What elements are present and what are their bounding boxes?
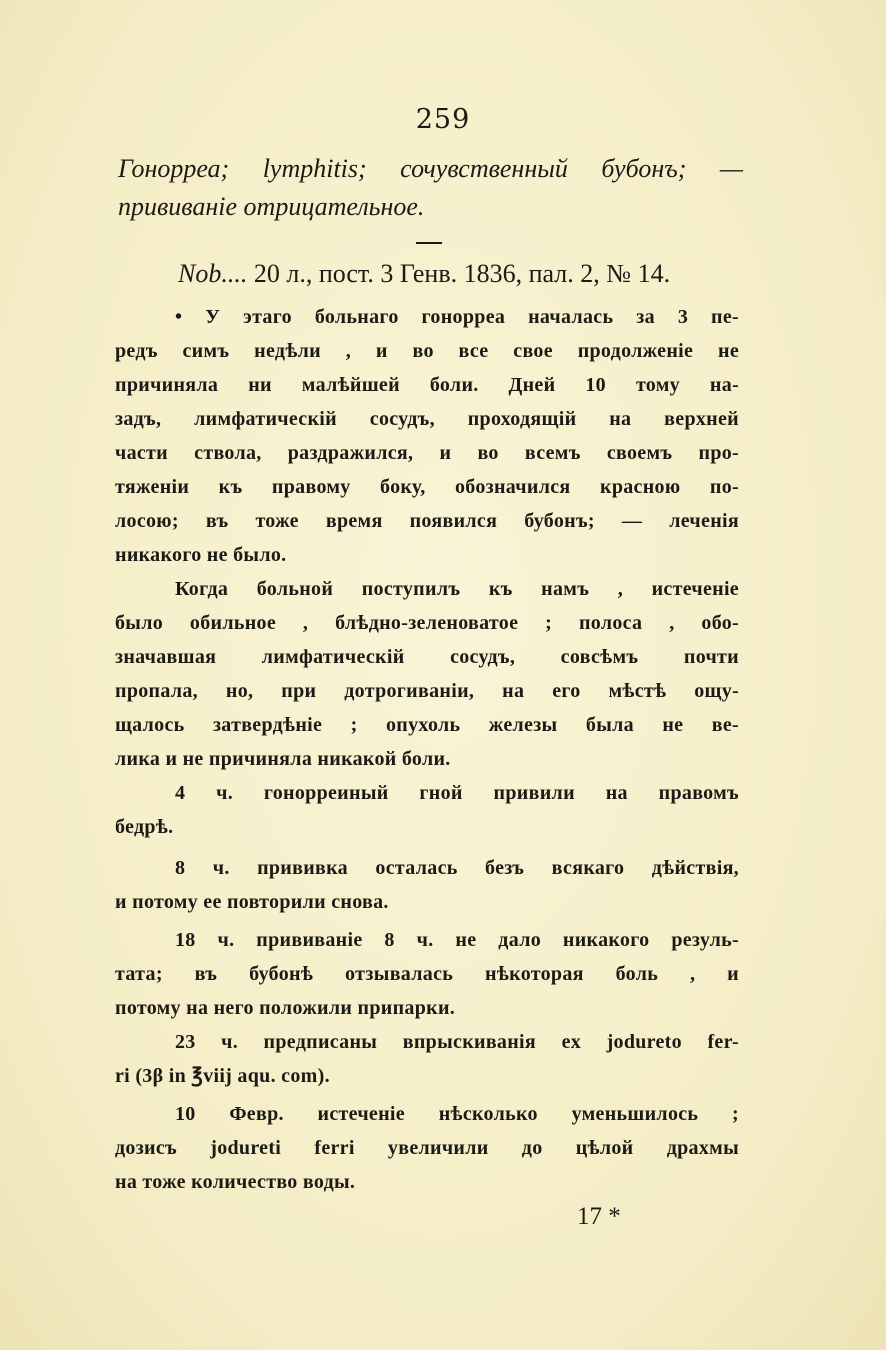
text-line: щалось затвердѣніе ; опухоль железы была не ве- [115, 714, 739, 736]
text-line: и потому ее повторили снова. [115, 891, 389, 913]
text-line: потому на него положили припарки. [115, 997, 456, 1019]
page-number: 259 [415, 104, 471, 135]
signature-mark: 17 * [577, 1203, 621, 1230]
paragraph-entry-8 [115, 851, 739, 919]
text-line: части ствола, раздражился, и во всемъ своемъ про- [115, 442, 739, 464]
case-heading-text: Гонорреа; lymphitis; сочувственный бубонъ; — прививаніе отрицательное. [118, 154, 743, 221]
text-line: редъ симъ недѣли , и во все свое продолженіе не [115, 340, 739, 362]
text-line: • У этаго больнаго гонорреа началась за 3 пе- [175, 306, 739, 328]
text-line: никакого не было. [115, 544, 287, 566]
paragraph-entry-4 [115, 776, 739, 844]
paragraph-entry-feb-10 [115, 1097, 739, 1199]
paragraph-history [115, 300, 739, 572]
text-line: 4 ч. гонорреиный гной привили на правомъ [175, 782, 739, 804]
paragraph-admission [115, 572, 739, 776]
text-line: причиняла ни малѣйшей боли. Дней 10 тому на- [115, 374, 739, 396]
text-line: дозисъ jodureti ferri увеличили до цѣлой драхмы [115, 1137, 739, 1159]
case-heading [118, 150, 743, 226]
text-line: 23 ч. предписаны впрыскиванія ex jodureto fer- [175, 1031, 739, 1053]
patient-name: Nob.... [178, 259, 248, 288]
case-details: 20 л., пост. 3 Генв. 1836, пал. 2, № 14. [247, 259, 671, 288]
text-line: лосою; въ тоже время появился бубонъ; — леченія [115, 510, 739, 532]
text-line: 18 ч. прививаніе 8 ч. не дало никакого резуль- [175, 929, 739, 951]
text-line: ri (3β in ℥viij aqu. com). [115, 1065, 330, 1087]
text-line: задъ, лимфатическій сосудъ, проходящій на верхней [115, 408, 739, 430]
text-line: Когда больной поступилъ къ намъ , истеченіе [175, 578, 739, 600]
paragraph-entry-18 [115, 923, 739, 1025]
text-line: было обильное , блѣдно-зеленоватое ; полоса , обо- [115, 612, 739, 634]
text-line: лика и не причиняла никакой боли. [115, 748, 451, 770]
text-line: тата; въ бубонѣ отзывалась нѣкоторая боль , и [115, 963, 739, 985]
heading-divider [416, 242, 442, 244]
text-line: на тоже количество воды. [115, 1171, 356, 1193]
text-line: значавшая лимфатическій сосудъ, совсѣмъ почти [115, 646, 739, 668]
text-line: 10 Февр. истеченіе нѣсколько уменьшилось ; [175, 1103, 739, 1125]
text-line: 8 ч. прививка осталась безъ всякаго дѣйствія, [175, 857, 739, 879]
text-line: пропала, но, при дотрогиваніи, на его мѣстѣ ощу- [115, 680, 739, 702]
paragraph-entry-23 [115, 1025, 739, 1093]
text-line: бедрѣ. [115, 816, 174, 838]
case-record-line [178, 254, 738, 294]
text-line: тяженіи къ правому боку, обозначился красною по- [115, 476, 739, 498]
